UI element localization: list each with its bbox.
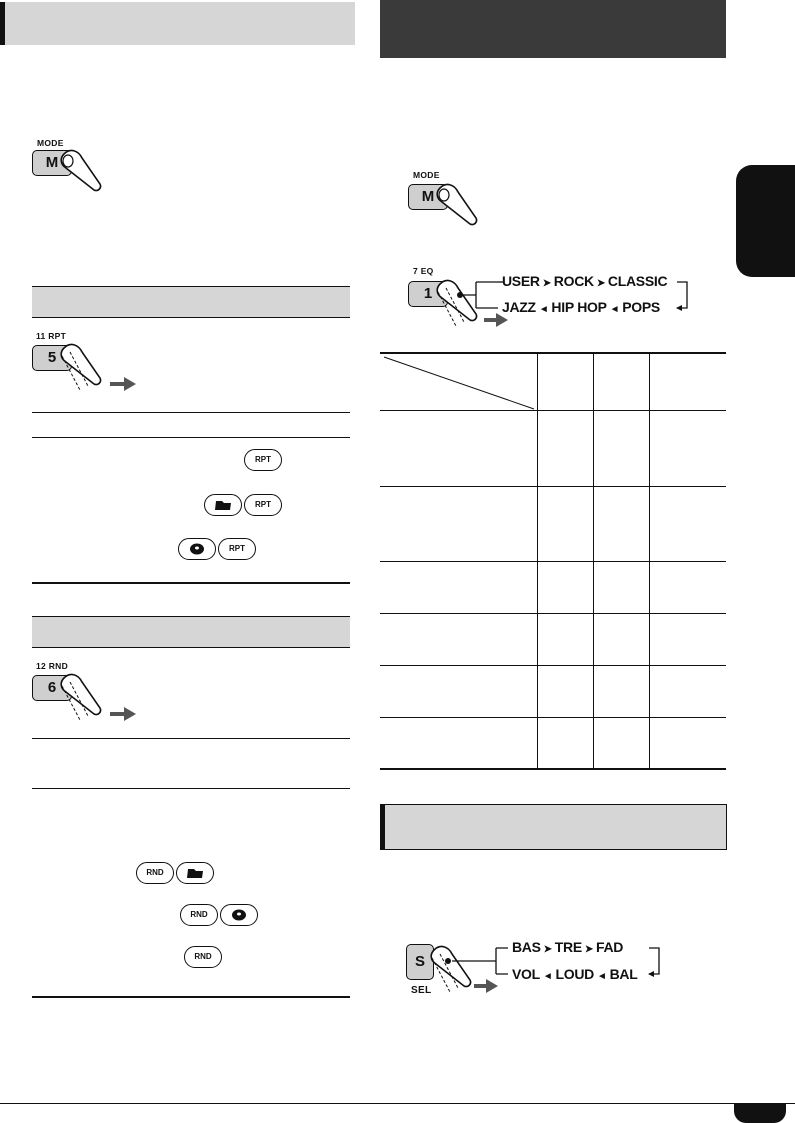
rule	[32, 317, 350, 318]
eq-button[interactable]: 1	[408, 281, 448, 307]
folder-icon	[177, 863, 213, 883]
eq-key-label: 7 EQ	[413, 266, 434, 276]
table-row-rule	[380, 561, 726, 562]
eq-hiphop: HIP HOP	[551, 299, 607, 315]
rnd-badge: RND	[180, 904, 218, 926]
table-col-divider	[593, 353, 594, 769]
folder-icon	[205, 495, 241, 515]
sound-section-header	[380, 0, 726, 58]
sel-tre: TRE	[554, 939, 582, 955]
random-header	[32, 617, 350, 647]
table-row-rule	[380, 613, 726, 614]
finger-press-icon	[56, 148, 106, 198]
rule	[32, 582, 350, 584]
mode-key-label: MODE	[413, 170, 440, 180]
sel-bal: BAL	[609, 966, 638, 982]
page-number-tab	[734, 1103, 786, 1123]
eq-pops: POPS	[622, 299, 660, 315]
disc-icon	[221, 905, 257, 925]
finger-slide-icon	[58, 672, 138, 728]
sel-key-label: SEL	[411, 985, 432, 996]
disc-badge	[220, 904, 258, 926]
folder-badge	[176, 862, 214, 884]
table-header-rule	[380, 410, 726, 411]
rule	[32, 647, 350, 648]
left-section-header	[0, 2, 355, 45]
table-row-rule	[380, 665, 726, 666]
rule	[32, 738, 350, 739]
repeat-key-label: 11 RPT	[36, 331, 67, 341]
disc-badge	[178, 538, 216, 560]
eq-user: USER	[502, 273, 540, 289]
arrow-right-icon: ➤	[596, 278, 605, 289]
rule	[32, 412, 350, 413]
sel-vol: VOL	[512, 966, 540, 982]
sel-sequence-bottom	[512, 966, 637, 982]
repeat-button[interactable]: 5	[32, 345, 72, 371]
eq-sequence-bottom	[502, 299, 660, 315]
finger-press-icon	[432, 182, 482, 232]
table-row-rule	[380, 486, 726, 487]
repeat-header	[32, 287, 350, 317]
arrow-left-icon: ◄	[609, 304, 620, 315]
rnd-badge: RND	[136, 862, 174, 884]
footer-rule	[0, 1103, 795, 1104]
sel-fad: FAD	[595, 939, 624, 955]
table-col-divider	[649, 353, 650, 769]
arrow-right-icon: ➤	[543, 944, 552, 955]
rnd-badge: RND	[184, 946, 222, 968]
table-col-divider	[537, 353, 538, 769]
rpt-badge: RPT	[244, 449, 282, 471]
table-corner-diagonal	[380, 353, 537, 411]
arrow-left-icon: ◄	[596, 971, 607, 982]
rule	[32, 788, 350, 789]
sel-bas: BAS	[512, 939, 541, 955]
rule	[32, 437, 350, 438]
table-bottom-rule	[380, 768, 726, 770]
eq-rock: ROCK	[553, 273, 594, 289]
arrow-right-icon: ➤	[542, 278, 551, 289]
table-row-rule	[380, 717, 726, 718]
eq-sequence-top	[502, 273, 667, 289]
arrow-left-icon: ◄	[542, 971, 553, 982]
folder-badge	[204, 494, 242, 516]
language-side-tab	[736, 165, 795, 277]
sel-button[interactable]: S	[406, 944, 434, 980]
sel-loud: LOUD	[555, 966, 594, 982]
sel-sequence-top	[512, 939, 623, 955]
mode-button[interactable]: M	[32, 150, 72, 176]
mode-button[interactable]: M	[408, 184, 448, 210]
sound-adjust-header	[380, 804, 727, 850]
finger-slide-icon	[58, 342, 138, 398]
arrow-right-icon: ➤	[584, 944, 593, 955]
rule	[32, 996, 350, 998]
eq-classic: CLASSIC	[607, 273, 668, 289]
eq-jazz: JAZZ	[502, 299, 536, 315]
disc-icon	[179, 539, 215, 559]
rpt-badge: RPT	[244, 494, 282, 516]
random-button[interactable]: 6	[32, 675, 72, 701]
rpt-badge: RPT	[218, 538, 256, 560]
mode-key-label: MODE	[37, 138, 64, 148]
random-key-label: 12 RND	[36, 661, 69, 671]
arrow-left-icon: ◄	[538, 304, 549, 315]
